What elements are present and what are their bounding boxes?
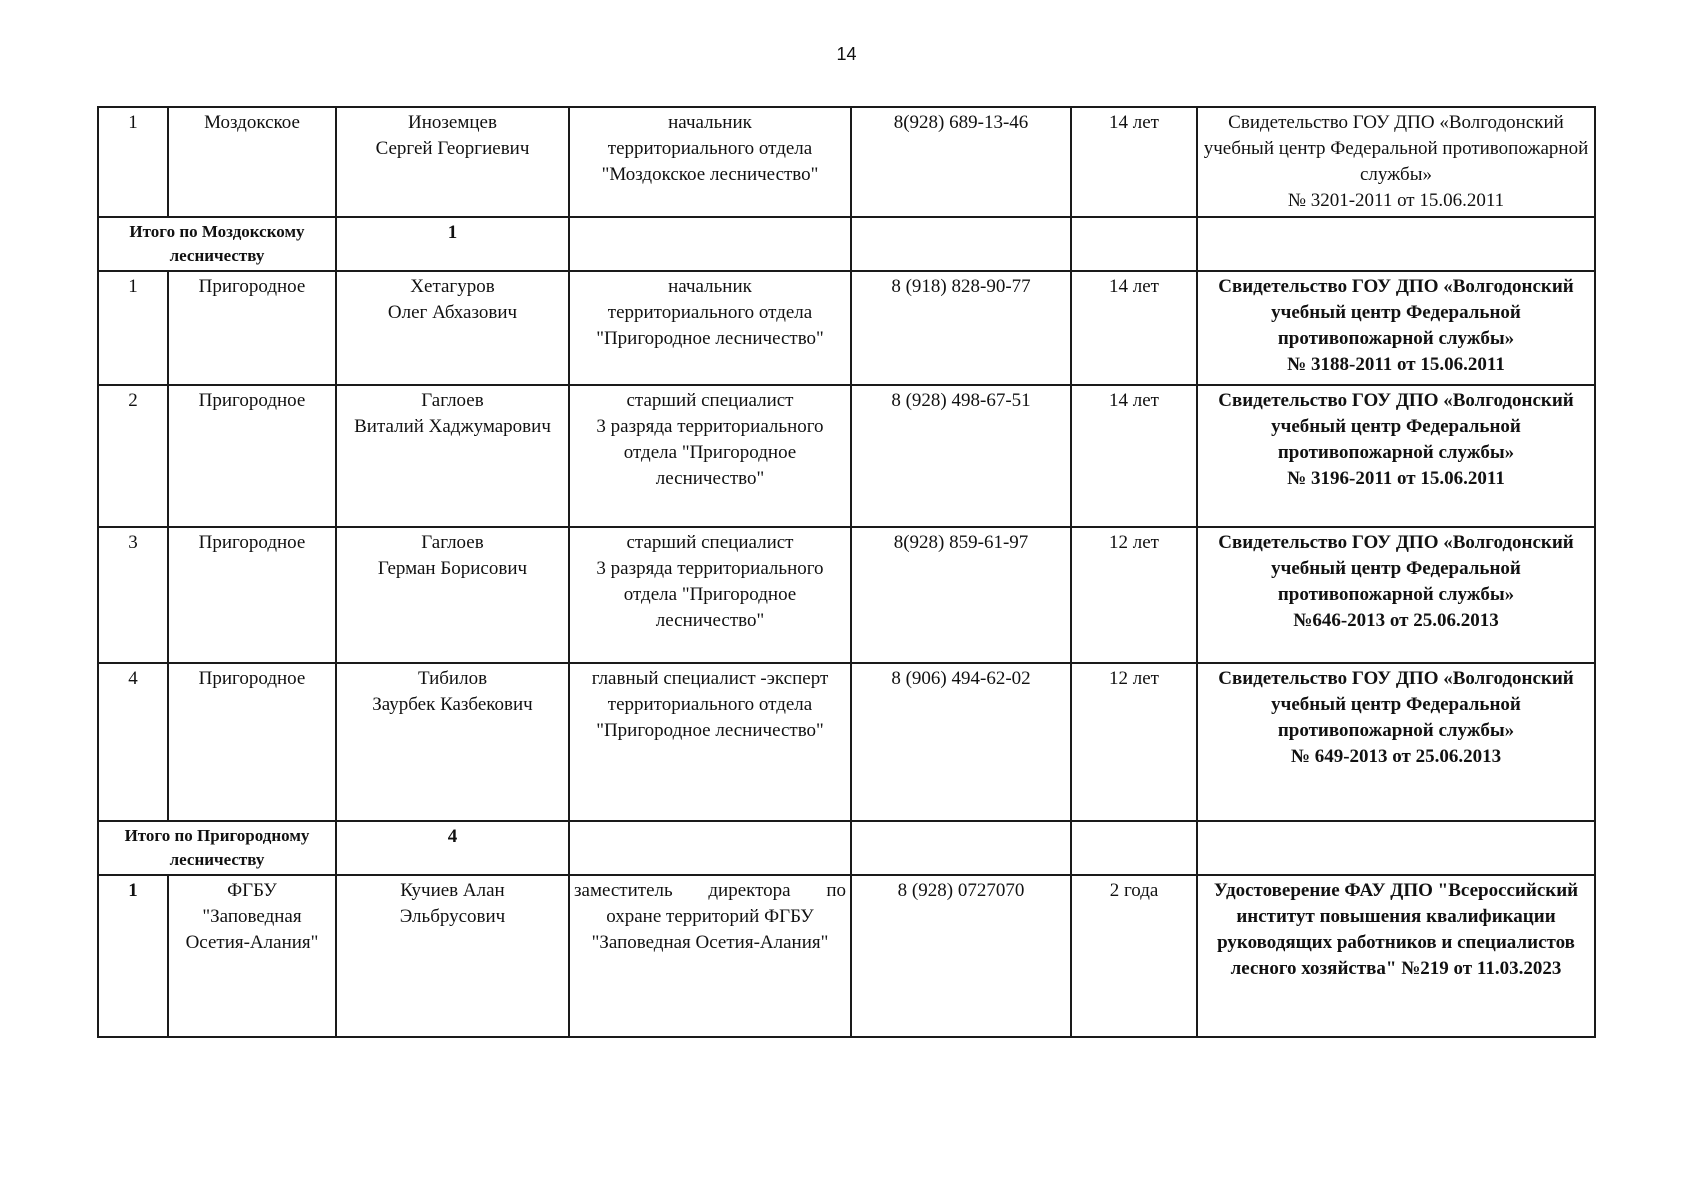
row-number: 3 (98, 527, 168, 663)
employee-name: Гаглоев Виталий Хаджумарович (336, 385, 569, 527)
forestry-name: Моздокское (168, 107, 336, 217)
certificate-info: Свидетельство ГОУ ДПО «Волгодонский учебный центр Федеральной противопожарной службы» № 3196-2011 от 15.06.2011 (1197, 385, 1595, 527)
row-number: 1 (98, 107, 168, 217)
table-row (98, 271, 1595, 385)
empty-cell (1071, 217, 1197, 271)
forestry-name: Пригородное (168, 271, 336, 385)
empty-cell (1197, 821, 1595, 875)
table-row (98, 663, 1595, 821)
empty-cell (851, 821, 1071, 875)
certificate-info: Свидетельство ГОУ ДПО «Волгодонский учебный центр Федеральной противопожарной службы» № 3201-2011 от 15.06.2011 (1197, 107, 1595, 217)
total-row (98, 821, 1595, 875)
staff-table (97, 106, 1596, 1038)
row-number: 1 (98, 271, 168, 385)
position-first-line: заместитель директора по (574, 880, 846, 901)
employee-position: начальник территориального отдела "Моздокское лесничество" (569, 107, 851, 217)
employee-name: Гаглоев Герман Борисович (336, 527, 569, 663)
forestry-name: ФГБУ "Заповедная Осетия-Алания" (168, 875, 336, 1037)
empty-cell (1071, 821, 1197, 875)
table-row (98, 527, 1595, 663)
work-experience: 2 года (1071, 875, 1197, 1037)
forestry-name: Пригородное (168, 527, 336, 663)
work-experience: 12 лет (1071, 527, 1197, 663)
total-count: 4 (336, 821, 569, 875)
phone-number: 8(928) 859-61-97 (851, 527, 1071, 663)
total-count: 1 (336, 217, 569, 271)
employee-name: Тибилов Заурбек Казбекович (336, 663, 569, 821)
table-row (98, 875, 1595, 1037)
phone-number: 8 (918) 828-90-77 (851, 271, 1071, 385)
table-row (98, 107, 1595, 217)
empty-cell (851, 217, 1071, 271)
empty-cell (569, 217, 851, 271)
work-experience: 14 лет (1071, 271, 1197, 385)
empty-cell (569, 821, 851, 875)
row-number: 2 (98, 385, 168, 527)
total-label: Итого по Моздокскому лесничеству (98, 217, 336, 271)
employee-name: Хетагуров Олег Абхазович (336, 271, 569, 385)
empty-cell (1197, 217, 1595, 271)
phone-number: 8 (906) 494-62-02 (851, 663, 1071, 821)
work-experience: 14 лет (1071, 107, 1197, 217)
page-number: 14 (836, 44, 857, 64)
forestry-name: Пригородное (168, 663, 336, 821)
certificate-info: Удостоверение ФАУ ДПО "Всероссийский институт повышения квалификации руководящих работников и специалистов лесного хозяйства" №219 от 11.03.2023 (1197, 875, 1595, 1037)
certificate-info: Свидетельство ГОУ ДПО «Волгодонский учебный центр Федеральной противопожарной службы» № 3188-2011 от 15.06.2011 (1197, 271, 1595, 385)
forestry-name: Пригородное (168, 385, 336, 527)
total-row (98, 217, 1595, 271)
certificate-info: Свидетельство ГОУ ДПО «Волгодонский учебный центр Федеральной противопожарной службы» № 649-2013 от 25.06.2013 (1197, 663, 1595, 821)
employee-position (569, 875, 851, 1037)
row-number: 4 (98, 663, 168, 821)
table-row (98, 385, 1595, 527)
certificate-info: Свидетельство ГОУ ДПО «Волгодонский учебный центр Федеральной противопожарной службы» №646-2013 от 25.06.2013 (1197, 527, 1595, 663)
employee-name: Иноземцев Сергей Георгиевич (336, 107, 569, 217)
work-experience: 12 лет (1071, 663, 1197, 821)
work-experience: 14 лет (1071, 385, 1197, 527)
phone-number: 8(928) 689-13-46 (851, 107, 1071, 217)
phone-number: 8 (928) 498-67-51 (851, 385, 1071, 527)
employee-position: старший специалист 3 разряда территориального отдела "Пригородное лесничество" (569, 385, 851, 527)
employee-name: Кучиев Алан Эльбрусович (336, 875, 569, 1037)
employee-position: главный специалист -эксперт территориального отдела "Пригородное лесничество" (569, 663, 851, 821)
row-number: 1 (98, 875, 168, 1037)
total-label: Итого по Пригородному лесничеству (98, 821, 336, 875)
position-rest: охране территорий ФГБУ "Заповедная Осетия-Алания" (591, 906, 829, 953)
employee-position: начальник территориального отдела "Пригородное лесничество" (569, 271, 851, 385)
phone-number: 8 (928) 0727070 (851, 875, 1071, 1037)
employee-position: старший специалист 3 разряда территориального отдела "Пригородное лесничество" (569, 527, 851, 663)
